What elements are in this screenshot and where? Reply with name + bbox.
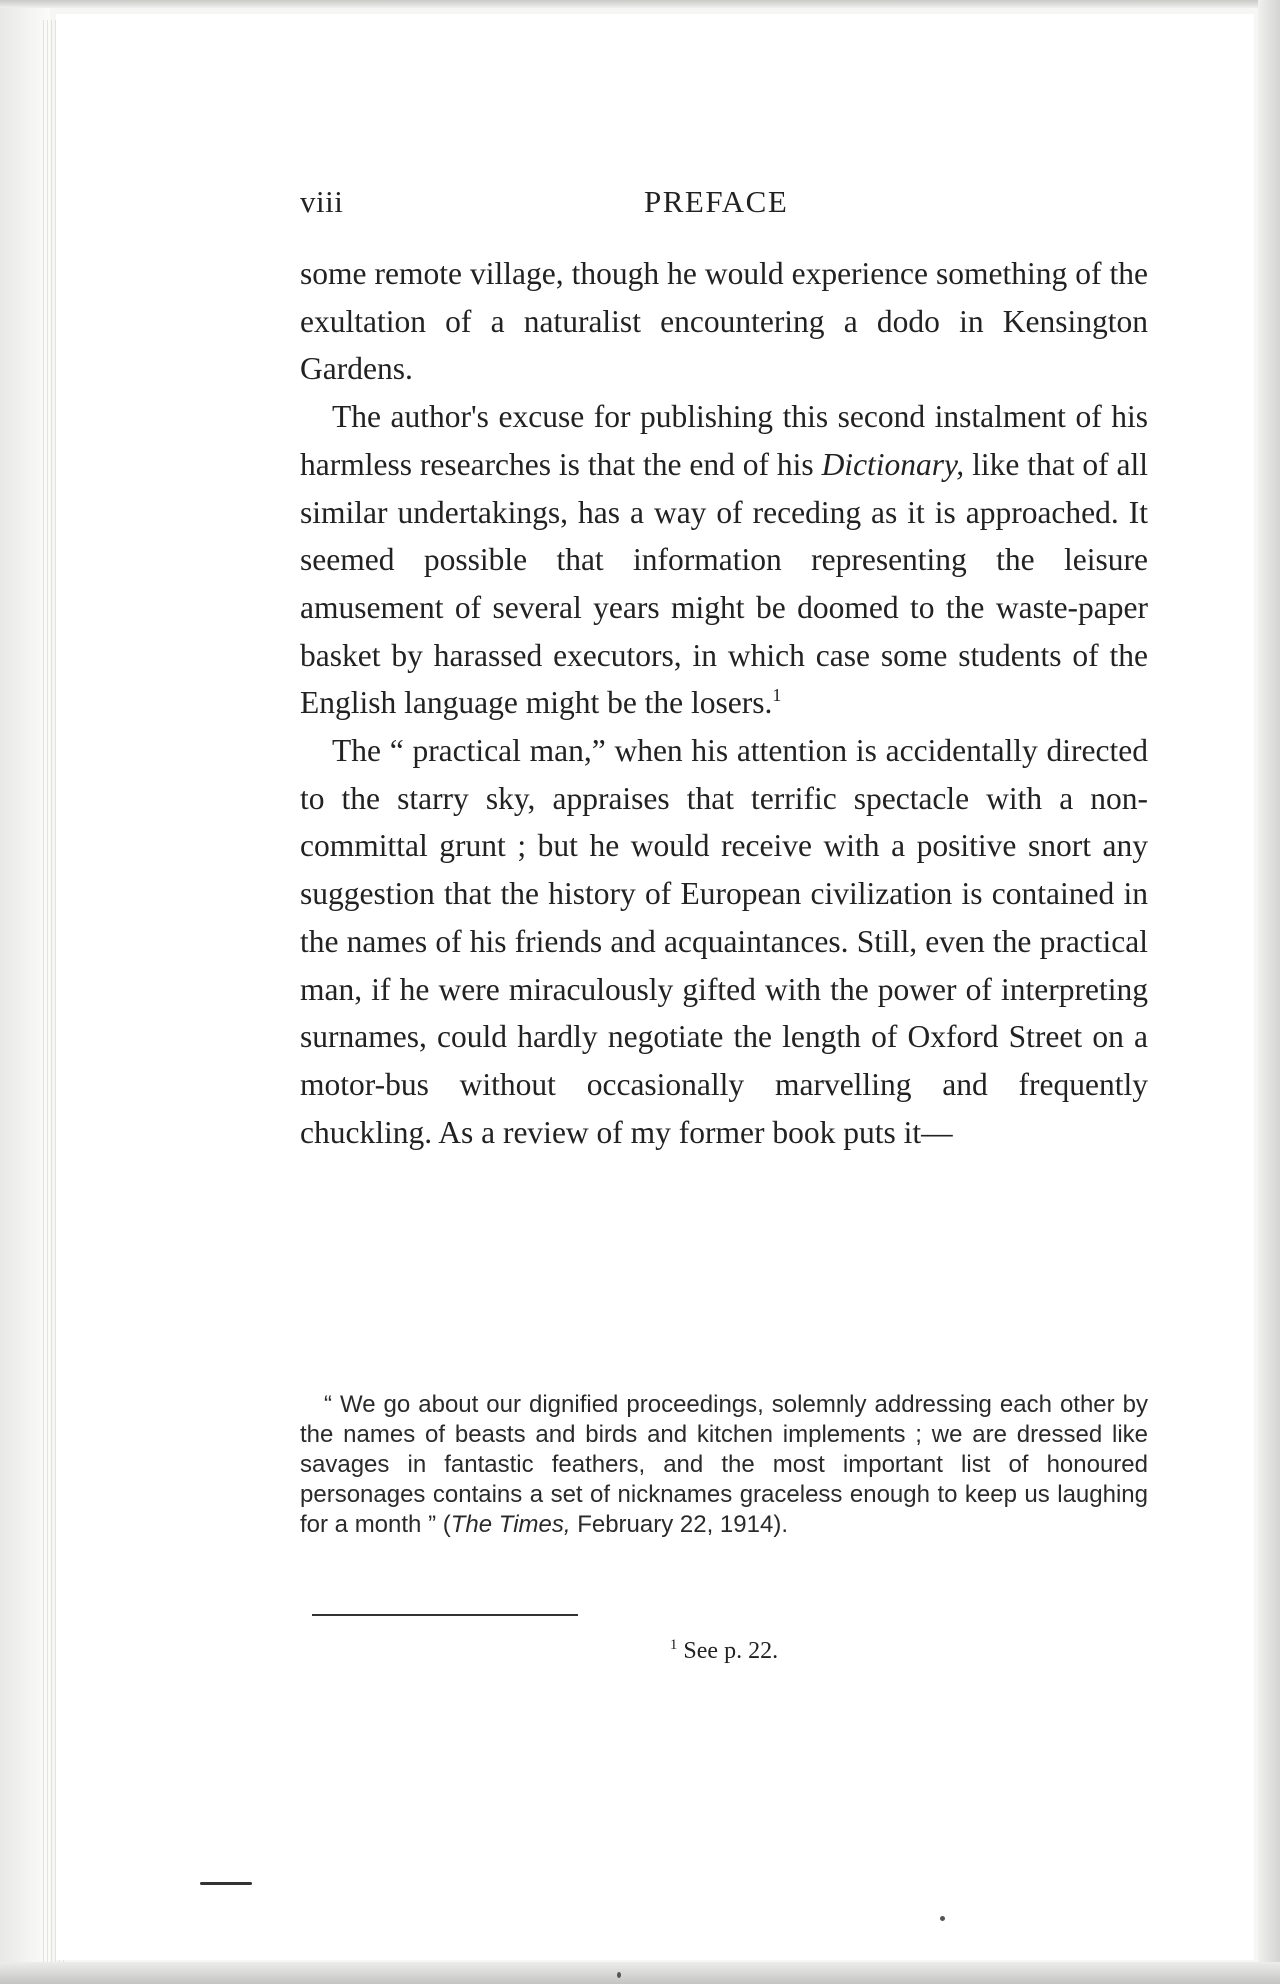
- paragraph-3: The “ practical man,” when his attention is accidentally directed to the starry sky, appraises that terrific spectacle with a non-committal grunt ; but he would receive with a positive snort any suggestion that the history of European civilization is contained in the names of his friends and acquaintances. Still, even the practical man, if he were miraculously gifted with the power of interpreting surnames, could hardly negotiate the length of Oxford Street on a motor-bus without occasionally marvelling and frequently chuckling. As a review of my former book puts it—: [300, 733, 1148, 1150]
- running-head: [300, 184, 1150, 224]
- block-quotation: [300, 1390, 1148, 1540]
- page-number: viii: [300, 184, 344, 219]
- quotation-body: “ We go about our dignified proceedings, solemnly addressing each other by the names of beasts and birds and kitchen implements ; we are dressed like savages in fantastic feathers, and the most important list of honoured personages contains a set of nicknames graceless enough to keep us laughing for a month ” (: [300, 1391, 1148, 1538]
- paragraph-2-text-b: like that of all similar undertakings, has a way of receding as it is approached. It seemed possible that information representing the leisure amusement of several years might be doomed to the waste-paper basket by harassed executors, in which case some students of the English language might be the losers.: [300, 446, 1148, 721]
- footnote-text: See p. 22.: [683, 1638, 779, 1664]
- quotation-source-date: February 22, 1914).: [570, 1511, 788, 1538]
- paragraph-1: some remote village, though he would experience something of the exultation of a naturalist encountering a dodo in Kensington Gardens.: [300, 256, 1148, 387]
- quotation-source-title: The Times,: [450, 1511, 571, 1538]
- print-mark-dash: [200, 1882, 252, 1885]
- running-title: PREFACE: [644, 184, 789, 219]
- quotation-text: [300, 1390, 1148, 1540]
- scan-bottom-border: [0, 1962, 1280, 1984]
- paragraph-2-text-a: The author's excuse for publishing this second instalment of his harmless researches is that the end of his: [300, 399, 1148, 482]
- footnote: [300, 1638, 1148, 1665]
- paragraph-2: [300, 393, 1148, 727]
- body-text: [300, 250, 1148, 1156]
- scan-right-border: [1258, 0, 1280, 1984]
- dictionary-title: Dictionary,: [821, 446, 965, 482]
- print-speck: [940, 1916, 945, 1921]
- print-speck: [617, 1972, 621, 1978]
- footnote-divider: [312, 1614, 578, 1616]
- footnote-number: 1: [669, 1637, 678, 1653]
- footnote-reference: 1: [772, 685, 782, 706]
- scan-top-border: [0, 0, 1280, 8]
